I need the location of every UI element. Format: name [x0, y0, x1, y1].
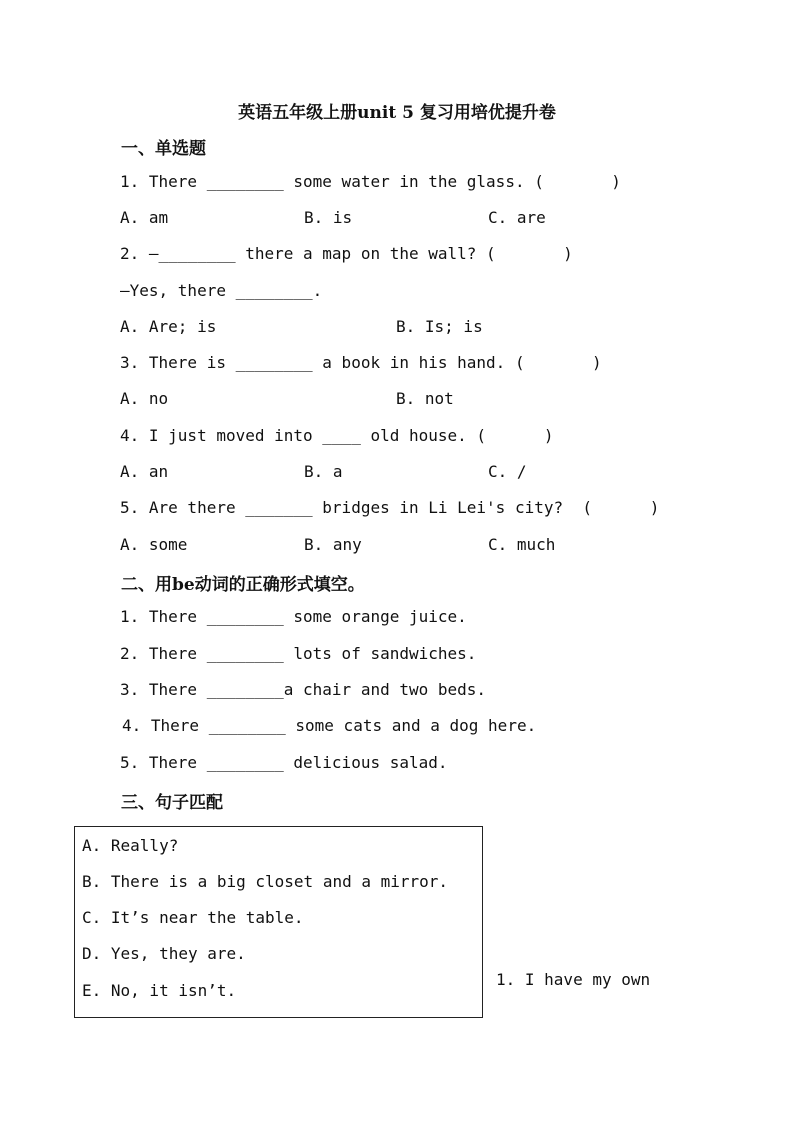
fill-item-3: 3. There ________a chair and two beds. [120, 680, 487, 699]
section-heading-single-choice: 一、单选题 [121, 139, 206, 159]
q5-option-a: A. some [120, 535, 188, 554]
q3-option-b: B. not [396, 389, 454, 408]
q2-option-b: B. Is; is [396, 317, 483, 336]
match-option-b: B. There is a big closet and a mirror. [82, 872, 449, 891]
question-3: 3. There is ________ a book in his hand. ( ) [120, 353, 602, 372]
question-4: 4. I just moved into ____ old house. ( ) [120, 426, 554, 445]
q1-option-a: A. am [120, 208, 169, 227]
match-option-c: C. It’s near the table. [82, 908, 304, 927]
match-option-d: D. Yes, they are. [82, 944, 246, 963]
q5-option-c: C. much [488, 535, 556, 554]
question-1: 1. There ________ some water in the glass. ( ) [120, 172, 621, 191]
q2-option-a: A. Are; is [120, 317, 217, 336]
q1-option-b: B. is [304, 208, 353, 227]
question-5: 5. Are there _______ bridges in Li Lei's city? ( ) [120, 498, 660, 517]
page-title: 英语五年级上册unit 5 复习用培优提升卷 [238, 103, 556, 123]
match-option-e: E. No, it isn’t. [82, 981, 237, 1000]
section-heading-matching: 三、句子匹配 [121, 793, 223, 813]
fill-item-2: 2. There ________ lots of sandwiches. [120, 644, 477, 663]
q3-option-a: A. no [120, 389, 169, 408]
fill-item-5: 5. There ________ delicious salad. [120, 753, 448, 772]
q4-option-c: C. / [488, 462, 527, 481]
fill-item-1: 1. There ________ some orange juice. [120, 607, 467, 626]
question-2: 2. —________ there a map on the wall? ( ) [120, 244, 573, 263]
matching-options-box [74, 826, 483, 1018]
match-option-a: A. Really? [82, 836, 179, 855]
q4-option-a: A. an [120, 462, 169, 481]
q1-option-c: C. are [488, 208, 546, 227]
fill-item-4: 4. There ________ some cats and a dog here. [122, 716, 537, 735]
question-2-reply: —Yes, there ________. [120, 281, 323, 300]
match-question-1: 1. I have my own [496, 970, 651, 989]
q4-option-b: B. a [304, 462, 343, 481]
section-heading-fill-blank: 二、用be动词的正确形式填空。 [121, 575, 365, 595]
q5-option-b: B. any [304, 535, 362, 554]
